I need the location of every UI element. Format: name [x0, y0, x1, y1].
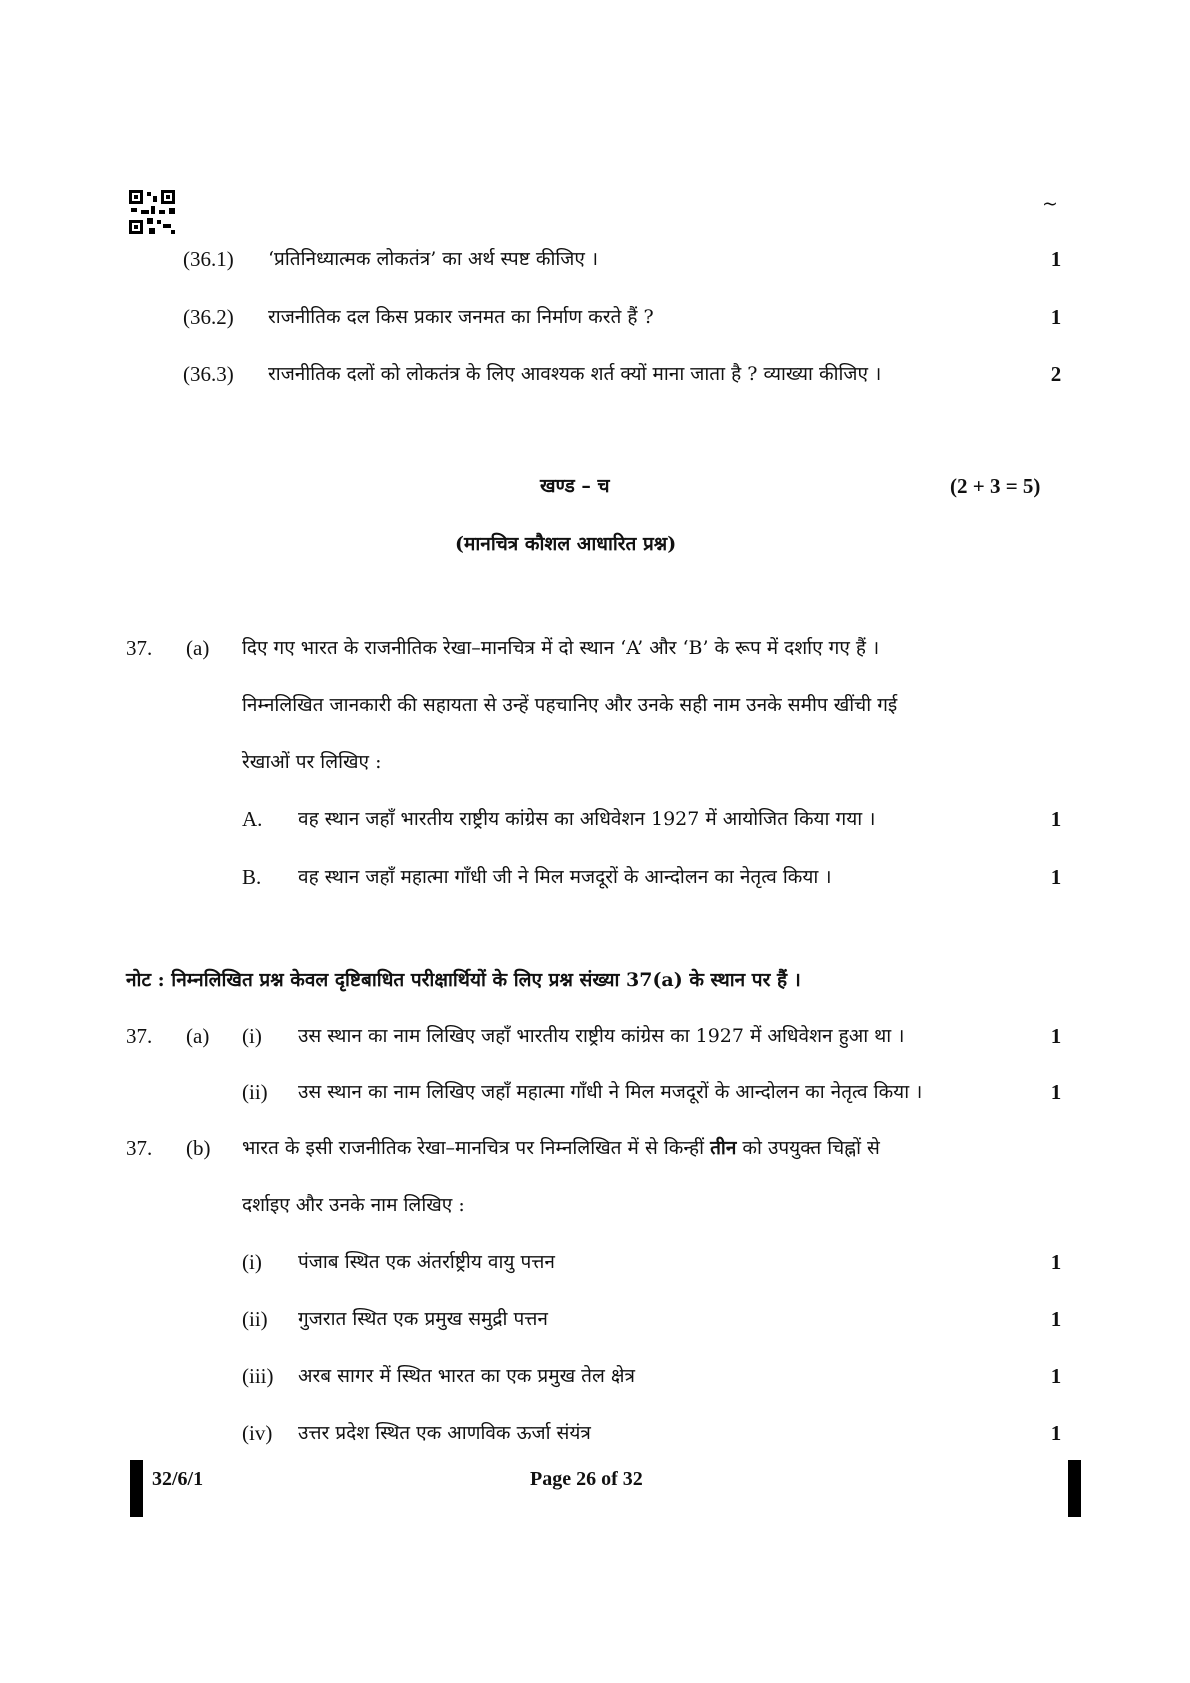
- marks: 2: [1050, 362, 1062, 386]
- marks: 1: [1050, 1364, 1062, 1388]
- question-text-line: निम्नलिखित जानकारी की सहायता से उन्हें पहचानिए और उनके सही नाम उनके समीप खींची गई: [242, 694, 898, 716]
- qr-code-icon: [129, 190, 177, 235]
- question-text-line: दिए गए भारत के राजनीतिक रेखा–मानचित्र में दो स्थान ‘A’ और ‘B’ के रूप में दर्शाए गए हैं ।: [242, 637, 880, 659]
- item-text: वह स्थान जहाँ भारतीय राष्ट्रीय कांग्रेस का अधिवेशन 1927 में आयोजित किया गया ।: [298, 808, 876, 830]
- subquestion-label: (36.3): [183, 362, 234, 386]
- footer-left-bar: [130, 1460, 143, 1517]
- question-number: 37.: [126, 1136, 153, 1160]
- question-text-line: [242, 1136, 880, 1160]
- question-part: (a): [186, 636, 210, 660]
- item-label: (iii): [242, 1364, 274, 1388]
- corner-mark: ~: [1042, 193, 1058, 215]
- subquestion-text: ‘प्रतिनिध्यात्मक लोकतंत्र’ का अर्थ स्पष्ट कीजिए ।: [268, 248, 599, 270]
- item-text: गुजरात स्थित एक प्रमुख समुद्री पत्तन: [298, 1308, 548, 1330]
- item-text: उस स्थान का नाम लिखिए जहाँ भारतीय राष्ट्रीय कांग्रेस का 1927 में अधिवेशन हुआ था ।: [298, 1025, 905, 1047]
- marks: 1: [1050, 807, 1062, 831]
- section-marks-total: (2 + 3 = 5): [950, 474, 1041, 498]
- subquestion-label: (36.2): [183, 305, 234, 329]
- item-text: उत्तर प्रदेश स्थित एक आणविक ऊर्जा संयंत्र: [298, 1422, 591, 1444]
- item-label: (i): [242, 1250, 262, 1274]
- question-text-line: रेखाओं पर लिखिए :: [242, 751, 382, 773]
- subquestion-text: राजनीतिक दल किस प्रकार जनमत का निर्माण करते हैं ?: [268, 306, 654, 328]
- question-number: 37.: [126, 1024, 153, 1048]
- note-text: नोट : निम्नलिखित प्रश्न केवल दृष्टिबाधित परीक्षार्थियों के लिए प्रश्न संख्या 37(a) के स्थान पर हैं ।: [126, 969, 801, 991]
- question-part: (b): [186, 1136, 211, 1160]
- page-number: Page 26 of 32: [530, 1468, 643, 1490]
- marks: 1: [1050, 1024, 1062, 1048]
- marks: 1: [1050, 1421, 1062, 1445]
- item-text: अरब सागर में स्थित भारत का एक प्रमुख तेल क्षेत्र: [298, 1365, 636, 1387]
- marks: 1: [1050, 1307, 1062, 1331]
- question-part: (a): [186, 1024, 210, 1048]
- question-text-emphasis: तीन: [710, 1137, 737, 1159]
- subquestion-text: राजनीतिक दलों को लोकतंत्र के लिए आवश्यक शर्त क्यों माना जाता है ? व्याख्या कीजिए ।: [268, 363, 882, 385]
- section-subtitle: (मानचित्र कौशल आधारित प्रश्न): [455, 533, 677, 555]
- paper-code: 32/6/1: [152, 1468, 204, 1490]
- subquestion-label: (36.1): [183, 247, 234, 271]
- question-number: 37.: [126, 636, 153, 660]
- marks: 1: [1050, 247, 1062, 271]
- item-text: वह स्थान जहाँ महात्मा गाँधी जी ने मिल मजदूरों के आन्दोलन का नेतृत्व किया ।: [298, 866, 832, 888]
- question-text-before: भारत के इसी राजनीतिक रेखा–मानचित्र पर निम्नलिखित में से किन्हीं: [242, 1137, 711, 1159]
- item-label: (ii): [242, 1080, 268, 1104]
- item-label: B.: [242, 865, 262, 889]
- question-text-line: दर्शाइए और उनके नाम लिखिए :: [242, 1194, 465, 1216]
- marks: 1: [1050, 1080, 1062, 1104]
- item-label: (i): [242, 1024, 262, 1048]
- section-title: खण्ड – च: [540, 475, 610, 497]
- marks: 1: [1050, 865, 1062, 889]
- item-label: A.: [242, 807, 263, 831]
- item-text: पंजाब स्थित एक अंतर्राष्ट्रीय वायु पत्तन: [298, 1251, 555, 1273]
- marks: 1: [1050, 305, 1062, 329]
- marks: 1: [1050, 1250, 1062, 1274]
- item-text: उस स्थान का नाम लिखिए जहाँ महात्मा गाँधी ने मिल मजदूरों के आन्दोलन का नेतृत्व किया ।: [298, 1081, 923, 1103]
- item-label: (iv): [242, 1421, 273, 1445]
- item-label: (ii): [242, 1307, 268, 1331]
- question-text-after: को उपयुक्त चिह्नों से: [736, 1137, 880, 1159]
- footer-right-bar: [1068, 1460, 1081, 1517]
